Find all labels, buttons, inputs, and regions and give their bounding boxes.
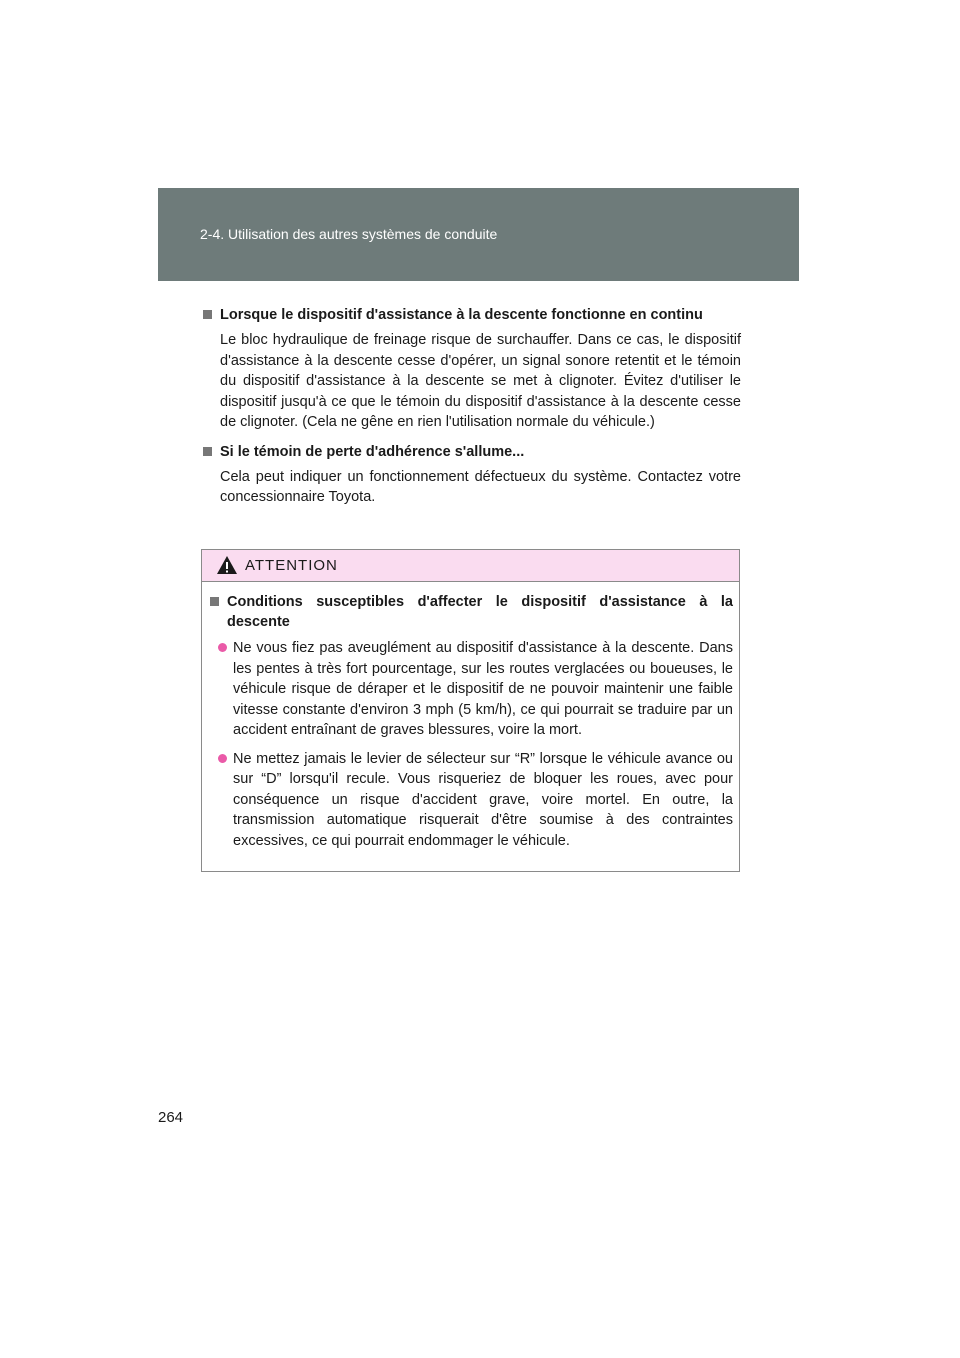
square-bullet-icon (210, 597, 219, 606)
attention-bullet-text: Ne vous fiez pas aveuglément au dispositif d'assistance à la descente. Dans les pentes à très fort pourcentage, sur les routes verglacées ou boueuses, le véhicule risque de déraper et le dispositif de ne pouvoir maintenir une faible vitesse constante d'environ 3 mph (5 km/h), ce qui pourrait se traduire par un accident entraînant de graves blessures, voire la mort. (233, 640, 733, 738)
square-bullet-icon (203, 310, 212, 319)
attention-bullet (218, 749, 733, 852)
main-content (203, 305, 741, 508)
attention-body (202, 582, 739, 851)
attention-bullet (218, 638, 733, 741)
attention-heading (210, 592, 733, 632)
section-heading-text: Lorsque le dispositif d'assistance à la descente fonctionne en continu (220, 307, 703, 323)
page-number: 264 (158, 1109, 184, 1126)
section-heading (203, 305, 741, 325)
section-heading (203, 442, 741, 462)
bullet-dot-icon (218, 754, 227, 763)
section-paragraph: Le bloc hydraulique de freinage risque de surchauffer. Dans ce cas, le dispositif d'assistance à la descente cesse d'opérer, un signal sonore retentit et le témoin du dispositif d'assistance à la descente se met à clignoter. Évitez d'utiliser le dispositif jusqu'à ce que le témoin du dispositif d'assistance à la descente cesse de clignoter. (Cela ne gêne en rien l'utilisation normale du véhicule.) (220, 332, 741, 430)
attention-heading-text: Conditions susceptibles d'affecter le dispositif d'assistance à la descente (227, 594, 733, 630)
attention-box (201, 549, 740, 872)
attention-header (202, 550, 739, 582)
attention-title: ATTENTION (245, 557, 338, 574)
section-paragraph: Cela peut indiquer un fonctionnement défectueux du système. Contactez votre concessionnaire Toyota. (220, 468, 741, 505)
attention-bullet-text: Ne mettez jamais le levier de sélecteur sur “R” lorsque le véhicule avance ou sur “D” lorsqu'il recule. Vous risqueriez de bloquer les roues, avec pour conséquence un risque d'accident grave, voire mortel. En outre, la transmission automatique risquerait d'être soumise à des contraintes excessives, ce qui pourrait endommager le véhicule. (233, 750, 733, 849)
square-bullet-icon (203, 447, 212, 456)
section-title: 2-4. Utilisation des autres systèmes de conduite (200, 226, 498, 242)
warning-triangle-icon (216, 555, 238, 575)
bullet-dot-icon (218, 643, 227, 652)
section-heading-text: Si le témoin de perte d'adhérence s'allume... (220, 443, 525, 460)
section-header-band (158, 188, 799, 281)
